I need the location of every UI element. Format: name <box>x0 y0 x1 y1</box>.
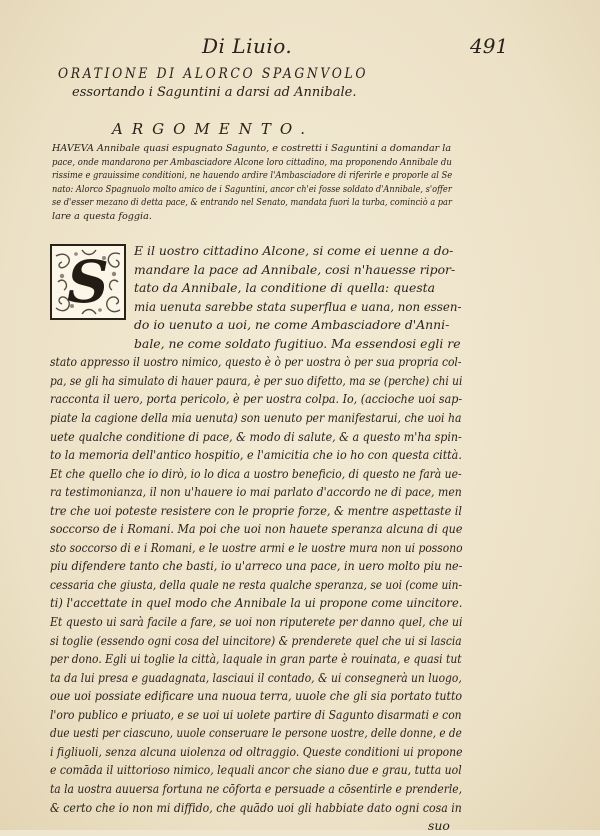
body-line: i figliuoli, senza alcuna uiolenza od oltraggio. Queste conditioni ui propone <box>50 743 463 759</box>
oration-subtitle: essortando i Saguntini a darsi ad Annibale. <box>72 85 357 100</box>
body-line: cessaria che giusta, della quale ne resta qualche speranza, se uoi (come uin- <box>50 576 463 592</box>
body-line: tato da Annibale, la conditione di quella: questa <box>134 280 436 296</box>
argument-heading: ARGOMENTO. <box>112 120 315 138</box>
body-line: ti) l'accettate in quel modo che Annibale la ui propone come uincitore. <box>50 595 463 611</box>
body-line: piu difendere tanto che basti, io u'arreco una pace, in uero molto piu ne- <box>50 558 463 574</box>
body-line: to la memoria dell'antico hospitio, e l'amicitia che io ho con questa città. <box>50 447 462 463</box>
argument-line: pace, onde mandarono per Ambasciadore Alcone loro cittadino, ma proponendo Annibale du <box>52 156 452 168</box>
body-line: Et questo ui sarà facile a fare, se uoi non riputerete per danno quel, che ui <box>50 614 463 629</box>
body-line: e comāda il uittorioso nimico, lequali ancor che siano due e grau, tutta uol <box>50 762 462 778</box>
initial-letter: S <box>67 248 109 316</box>
body-line: due uesti per ciascuno, uuole conseruare le persone uostre, delle donne, e de <box>50 725 462 741</box>
body-line: Et che quello che io dirò, io lo dica a uostro beneficio, di questo ne farà ue- <box>50 465 462 481</box>
body-line: pa, se gli ha simulato di hauer paura, è per suo difetto, ma se (perche) chi ui <box>50 372 463 388</box>
page-number: 491 <box>470 34 509 58</box>
body-line: stato appresso il uostro nimico, questo è ò per uostra ò per sua propria col- <box>50 354 462 370</box>
body-line: ra testimonianza, il non u'hauere io mai parlato d'accordo ne di pace, men <box>50 484 462 500</box>
body-line: racconta il uero, porta pericolo, è per uostra colpa. Io, (accioche uoi sap- <box>50 391 463 407</box>
body-line: do io uenuto a uoi, ne come Ambasciadore d'Anni- <box>134 317 450 333</box>
body-line: bale, ne come soldato fugitiuo. Ma essendosi egli re <box>134 335 461 351</box>
body-line: ta la uostra auuersa fortuna ne cōforta e persuade a cōsentirle e prenderle, <box>50 780 463 796</box>
body-line: uete qualche conditione di pace, & modo di salute, & a questo m'ha spin- <box>50 428 462 444</box>
argument-line: nato: Alorco Spagnuolo molto amico de i Saguntini, ancor ch'ei fosse soldato d'Annibale, s'offer <box>52 183 452 195</box>
body-line: E il uostro cittadino Alcone, si come ei uenne a do- <box>134 243 454 258</box>
body-line: tre che uoi poteste resistere con le proprie forze, & mentre aspettaste il <box>50 502 462 518</box>
catchword: suo <box>428 818 450 834</box>
body-line: si toglie (essendo ogni cosa del uincitore) & prenderete quel che ui si lascia <box>50 632 462 648</box>
body-line: ta da lui presa e guadagnata, lasciaui il contado, & ui consegnerà un luogo, <box>50 669 462 685</box>
argument-line: lare a questa foggia. <box>52 210 152 222</box>
body-line: & certo che io non mi diffido, che quādo uoi gli habbiate dato ogni cosa in <box>50 799 462 815</box>
decorated-initial <box>50 244 126 320</box>
body-line: oue uoi possiate edificare una nuoua terra, uuole che gli sia portato tutto <box>50 688 463 704</box>
body-line: piate la cagione della mia uenuta) son uenuto per manifestarui, che uoi ha <box>50 409 462 425</box>
argument-line: HAVEVA Annibale quasi espugnato Sagunto, e costretti i Saguntini a domandar la <box>52 143 452 154</box>
body-line: per dono. Egli ui toglie la città, laquale in gran parte è rouinata, e quasi tut <box>50 651 462 667</box>
body-line: soccorso de i Romani. Ma poi che uoi non hauete speranza alcuna di que <box>50 521 463 537</box>
argument-line: se d'esser mezano di detta pace, & entrando nel Senato, mandata fuori la turba, cominciò a par <box>52 197 452 209</box>
body-line: mandare la pace ad Annibale, cosi n'hauesse ripor- <box>134 261 456 277</box>
body-line: l'oro publico e priuato, e se uoi ui uolete partire di Sagunto disarmati e con <box>50 706 462 722</box>
oration-title: ORATIONE DI ALORCO SPAGNVOLO <box>58 66 369 82</box>
page-header <box>0 34 600 64</box>
argument-paragraph <box>52 142 452 224</box>
body-line: sto soccorso di e i Romani, e le uostre armi e le uostre mura non ui possono <box>50 539 463 555</box>
running-head: Di Liuio. <box>202 34 293 58</box>
argument-line: rissime e grauissime conditioni, ne hauendo ardire l'Ambasciadore di riferirle e proporle al Se <box>52 170 453 182</box>
body-line: mia uenuta sarebbe stata superflua e uana, non essen- <box>134 298 462 314</box>
